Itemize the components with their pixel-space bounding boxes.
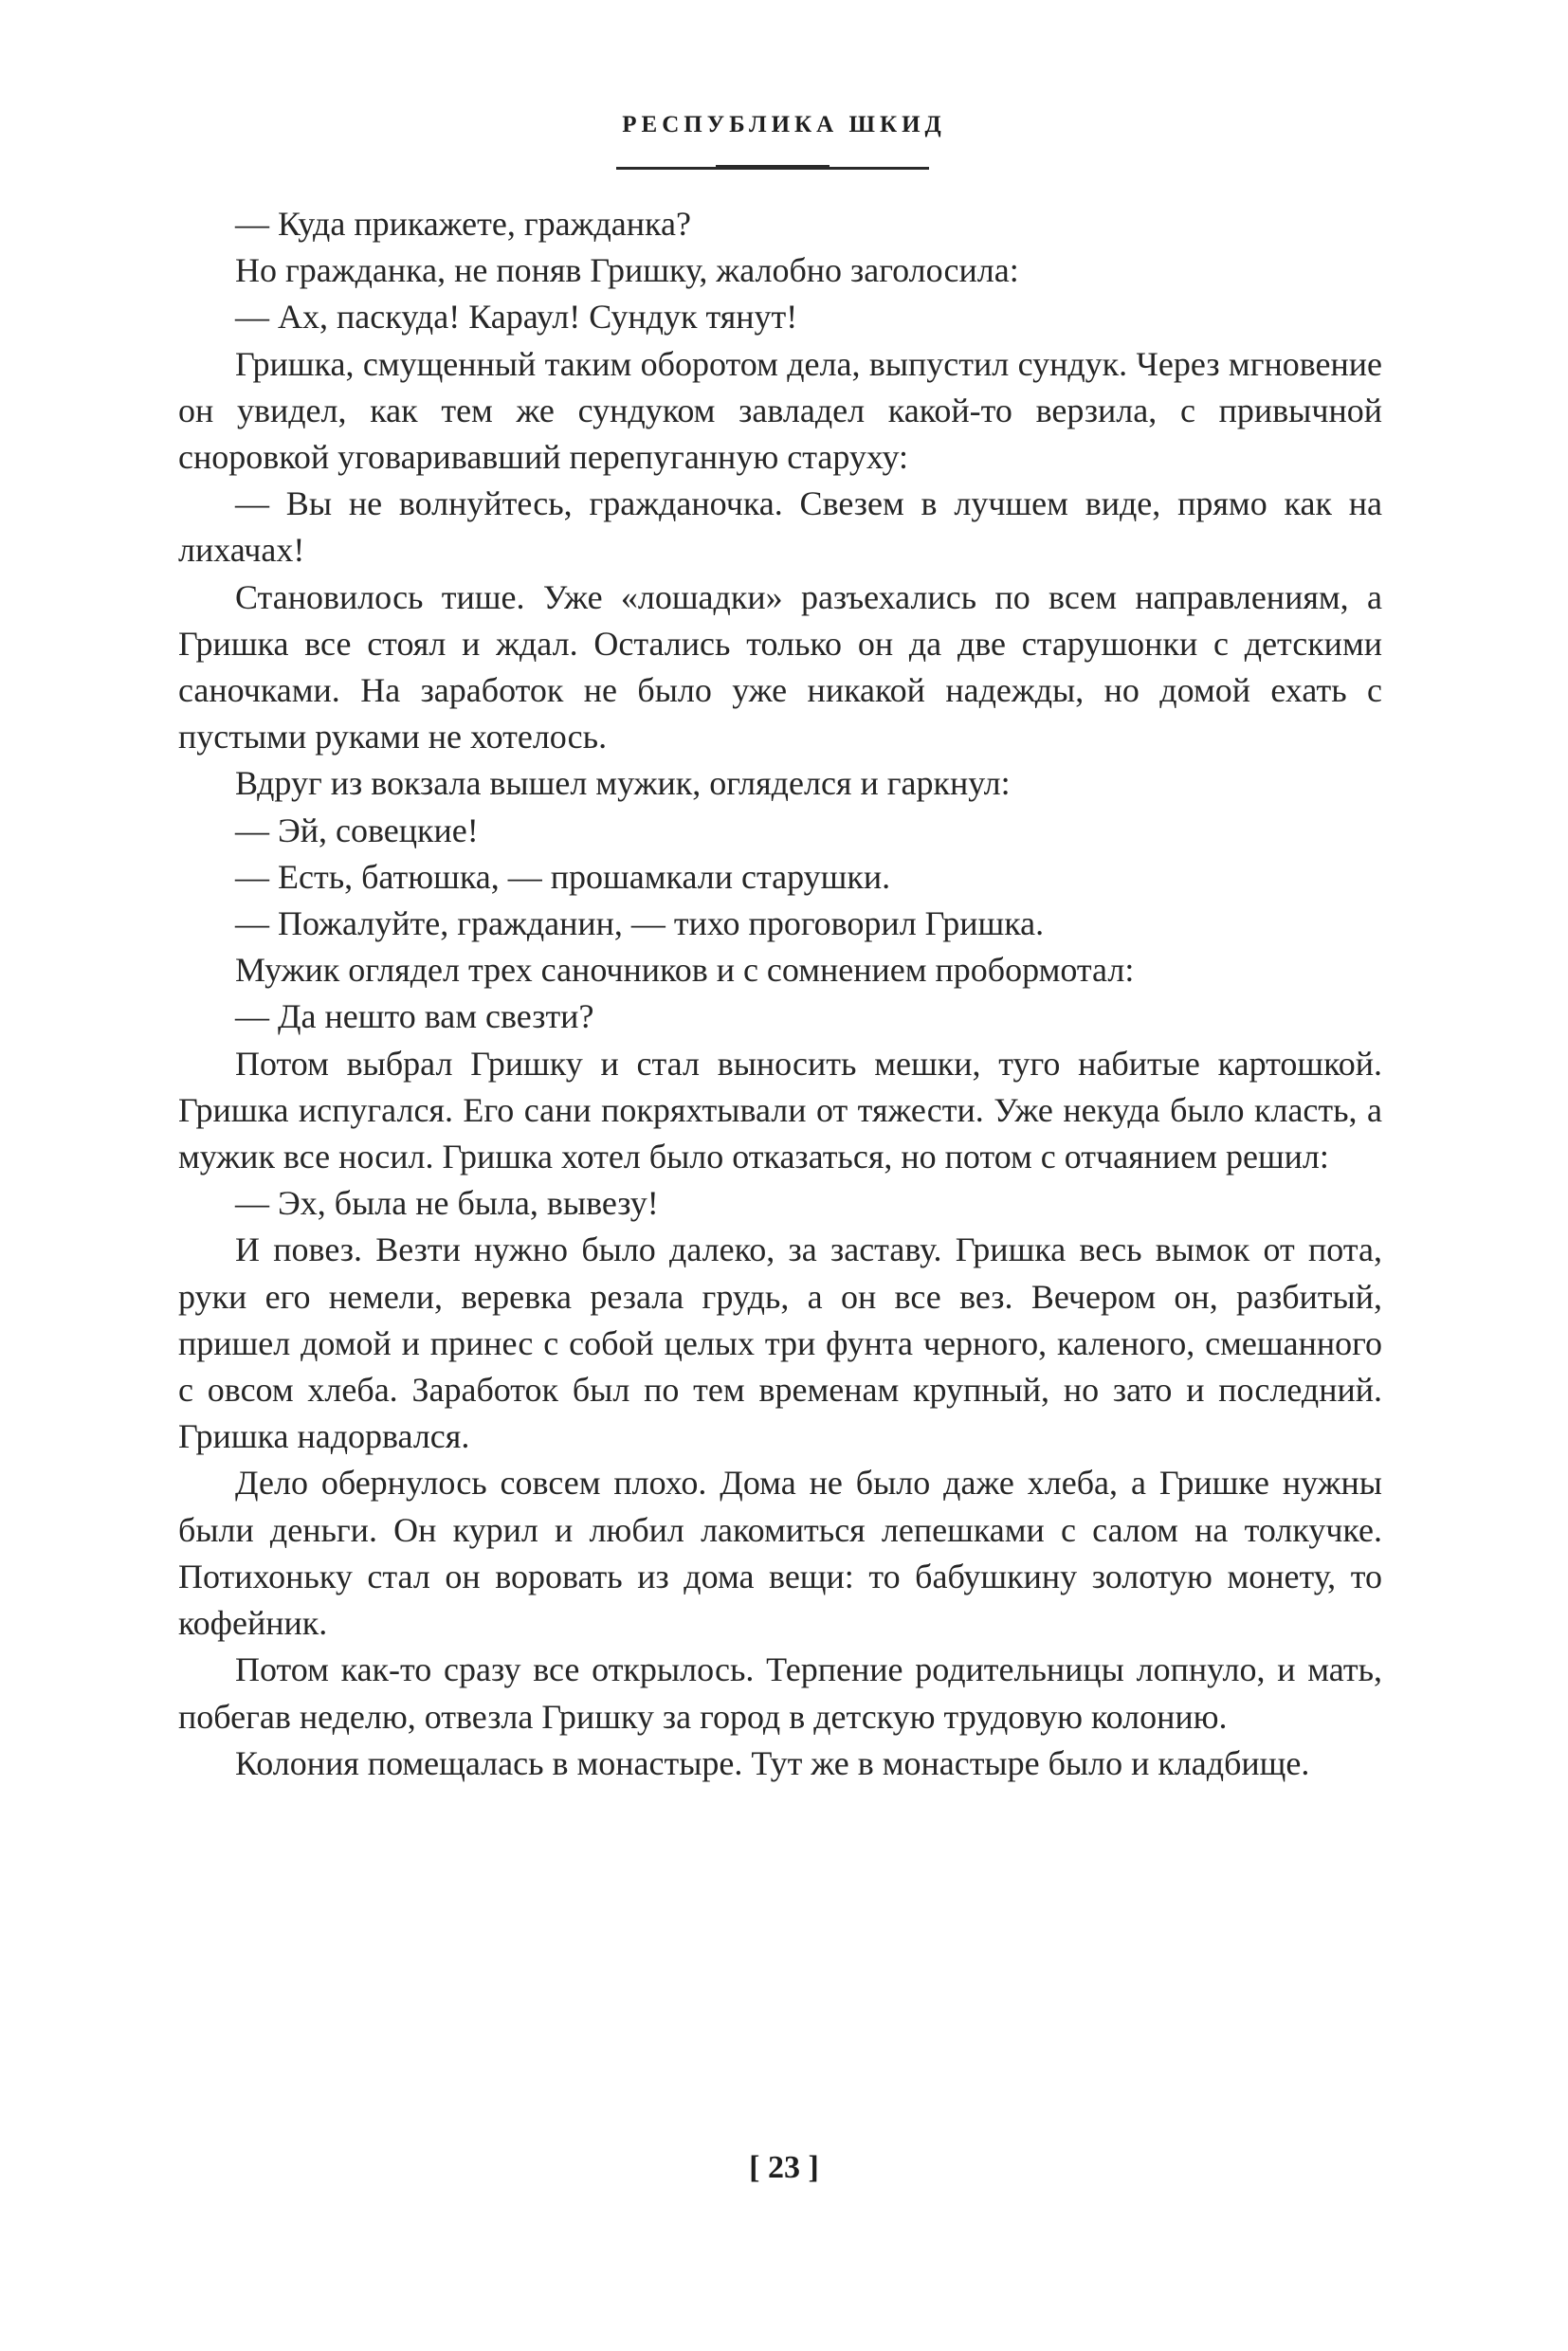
paragraph: — Есть, батюшка, — прошамкали старушки. [235,857,891,896]
paragraph: Потом выбрал Гришку и стал выносить мешки, туго набитые картошкой. Гришка испугался. Его сани покряхтывали от тяжести. Уже некуда было класть, а мужик все носил. Гришка хотел было отказаться, но потом с отчаянием решил: [178,1044,1382,1176]
paragraph: Мужик оглядел трех саночников и с сомнением пробормотал: [235,951,1135,990]
running-head-title: РЕСПУБЛИКА ШКИД [622,112,946,137]
paragraph: — Эх, была не была, вывезу! [235,1184,659,1223]
paragraph: Становилось тише. Уже «лошадки» разъехались по всем направлениям, а Гришка все стоял и ждал. Остались только он да две старушонки с детскими саночками. На заработок не было уже никакой надежды, но домой ехать с пустыми руками не хотелось. [178,577,1382,756]
paragraph: — Пожалуйте, гражданин, — тихо проговорил Гришка. [235,904,1045,943]
paragraph: Колония помещалась в монастыре. Тут же в монастыре было и кладбище. [235,1743,1310,1782]
paragraph: — Ах, паскуда! Караул! Сундук тянут! [235,298,798,337]
header-rule-divider [616,167,929,170]
paragraph: Потом как-то сразу все открылось. Терпение родительницы лопнуло, и мать, побегав неделю, отвезла Гришку за город в детскую трудовую колонию. [178,1650,1382,1736]
page-number-bracket-close: ] [808,2150,819,2185]
paragraph: — Да нешто вам свезти? [235,997,594,1036]
page-number [0,2150,1568,2186]
paragraph: — Куда прикажете, гражданка? [235,205,691,243]
paragraph: Но гражданка, не поняв Гришку, жалобно заголосила: [235,251,1019,290]
paragraph: — Эй, совецкие! [235,811,479,849]
page-number-bracket-open: [ [749,2150,760,2185]
paragraph: — Вы не волнуйтесь, гражданочка. Свезем в лучшем виде, прямо как на лихачах! [178,484,1382,570]
body-text [178,201,1382,1787]
page-number-value: 23 [768,2150,800,2185]
paragraph: И повез. Везти нужно было далеко, за заставу. Гришка весь вымок от пота, руки его немели, веревка резала грудь, а он все вез. Вечером он, разбитый, пришел домой и принес с собой целых три фунта черного, каленого, смешанного с овсом хлеба. Заработок был по тем временам крупный, но зато и последний. Гришка надорвался. [178,1230,1382,1456]
paragraph: Гришка, смущенный таким оборотом дела, выпустил сундук. Через мгновение он увидел, как тем же сундуком завладел какой-то верзила, с привычной сноровкой уговаривавший перепуганную старуху: [178,344,1382,477]
paragraph: Вдруг из вокзала вышел мужик, огляделся и гаркнул: [235,764,1011,803]
paragraph: Дело обернулось совсем плохо. Дома не было даже хлеба, а Гришке нужны были деньги. Он курил и любил лакомиться лепешками с салом на толкучке. Потихоньку стал он воровать из дома вещи: то бабушкину золотую монету, то кофейник. [178,1464,1382,1643]
